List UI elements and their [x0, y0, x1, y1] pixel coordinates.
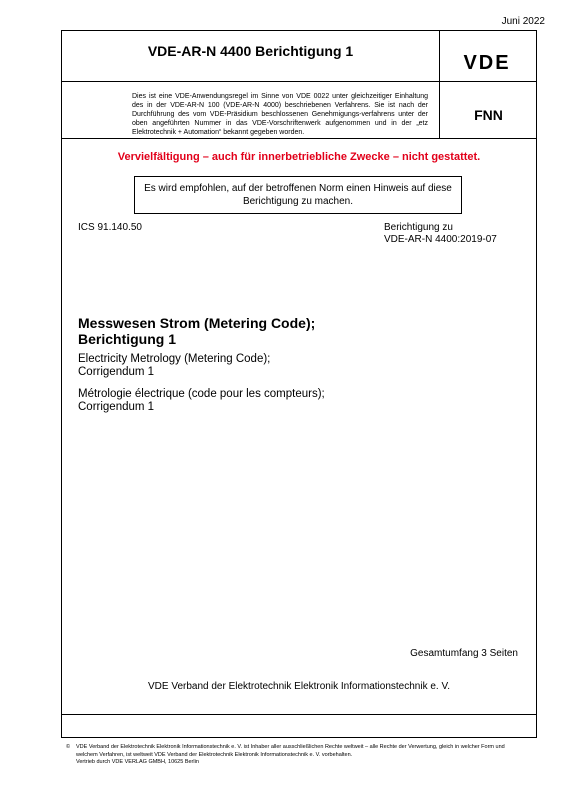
french-title — [78, 388, 325, 414]
bottom-divider — [62, 714, 536, 715]
notice-divider — [62, 138, 536, 139]
document-title: VDE-AR-N 4400 Berichtigung 1 — [147, 43, 354, 59]
correction-reference — [384, 222, 497, 246]
correction-reference-line2: VDE-AR-N 4400:2019-07 — [384, 234, 497, 245]
copyright-symbol: © — [66, 744, 71, 750]
fnn-label: FNN — [474, 107, 503, 123]
copyright-text: VDE Verband der Elektrotechnik Elektronik Informationstechnik e. V. ist Inhaber aller ausschließlichen Rechte weltweit – alle Rechte der Verwertung, gleich in welcher Form und welchem Verfahren, ist weltweit VDE Verband der Elektrotechnik Elektronik Informationstechnik e. V. vorbehalten. — [76, 744, 505, 758]
header-divider — [62, 81, 536, 82]
french-title-line2: Corrigendum 1 — [78, 401, 155, 413]
vde-logo — [447, 49, 527, 75]
french-title-line1: Métrologie électrique (code pour les compteurs); — [78, 388, 325, 400]
vde-logo-text: VDE — [463, 52, 511, 74]
total-pages: Gesamtumfang 3 Seiten — [410, 648, 518, 659]
correction-reference-line1: Berichtigung zu — [384, 222, 453, 233]
german-title-line2: Berichtigung 1 — [78, 331, 177, 347]
application-rule-notice: Dies ist eine VDE-Anwendungsregel im Sinne von VDE 0022 unter gleichzeitiger Einhaltung des in der VDE-AR-N 100 (VDE-AR-N 4000) beschriebenen Verfahrens. Sie ist nach der Durchführung des vom VDE-Präsidium beschlossenen Genehmigungs-verfahrens unter der oben angeführten Nummer in das VDE-Vorschriftenwerk aufgenommen und in der „etz Elektrotechnik + Automation“ bekannt gegeben worden. — [132, 93, 428, 136]
german-title — [78, 315, 315, 347]
english-title-line2: Corrigendum 1 — [78, 366, 155, 378]
german-title-line1: Messwesen Strom (Metering Code); — [78, 315, 316, 331]
copyright-footer — [66, 744, 506, 767]
english-title — [78, 353, 270, 379]
document-cover-frame — [61, 30, 537, 738]
english-title-line1: Electricity Metrology (Metering Code); — [78, 353, 271, 365]
distribution-text: Vertrieb durch VDE VERLAG GMBH, 10625 Berlin — [76, 759, 199, 765]
recommendation-box: Es wird empfohlen, auf der betroffenen Norm einen Hinweis auf diese Berichtigung zu machen. — [134, 176, 462, 214]
reproduction-notice: Vervielfältigung – auch für innerbetriebliche Zwecke – nicht gestattet. — [117, 151, 481, 163]
ics-code: ICS 91.140.50 — [78, 222, 142, 233]
publication-date: Juni 2022 — [501, 16, 545, 27]
association-name: VDE Verband der Elektrotechnik Elektronik Informationstechnik e. V. — [147, 681, 450, 692]
